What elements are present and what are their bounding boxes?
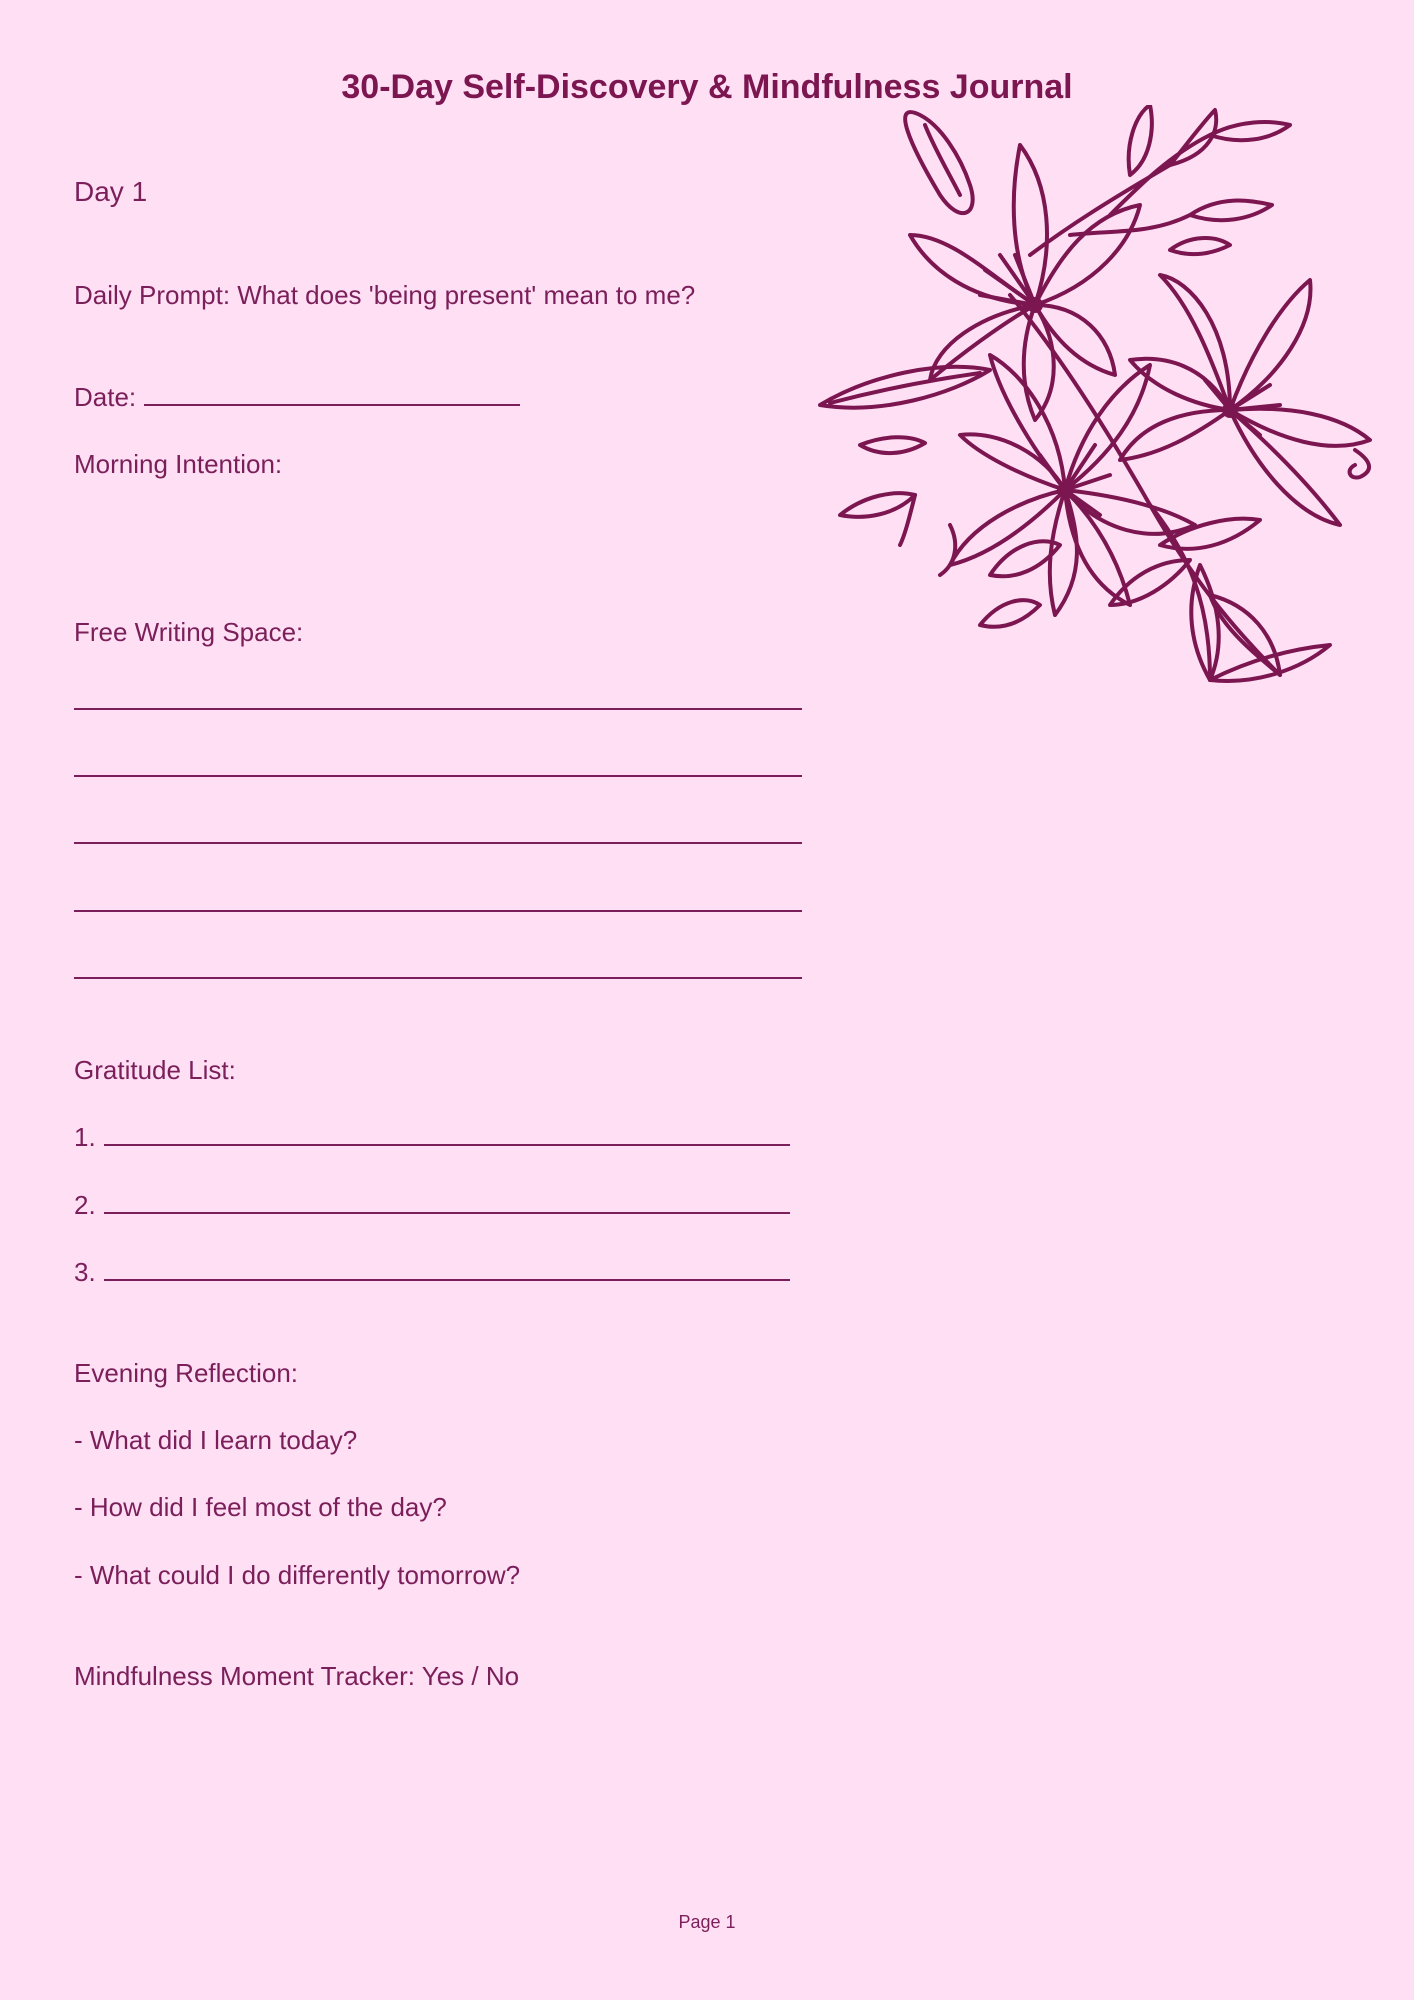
- date-blank-line[interactable]: [144, 382, 520, 406]
- gratitude-blank-line[interactable]: [104, 1190, 790, 1214]
- gratitude-number: 2.: [74, 1190, 96, 1220]
- petal: [1230, 410, 1340, 525]
- petal: [1065, 490, 1130, 605]
- writing-line[interactable]: [74, 708, 802, 710]
- bud: [1210, 122, 1290, 140]
- gratitude-item[interactable]: [74, 1257, 790, 1288]
- writing-line[interactable]: [74, 842, 802, 844]
- bud: [905, 112, 973, 213]
- gratitude-item[interactable]: [74, 1122, 790, 1153]
- writing-line[interactable]: [74, 910, 802, 912]
- gratitude-label: Gratitude List:: [74, 1055, 236, 1085]
- gratitude-number: 1.: [74, 1122, 96, 1152]
- day-heading: Day 1: [74, 176, 148, 207]
- date-field[interactable]: [74, 382, 520, 413]
- petal: [960, 434, 1065, 490]
- evening-reflection-label: Evening Reflection:: [74, 1358, 299, 1388]
- stem: [940, 525, 955, 575]
- petal: [1230, 280, 1310, 410]
- mindfulness-tracker: Mindfulness Moment Tracker: Yes / No: [74, 1661, 520, 1691]
- reflection-question: - What could I do differently tomorrow?: [74, 1560, 521, 1590]
- petal: [1035, 205, 1140, 305]
- reflection-question: - What did I learn today?: [74, 1425, 358, 1455]
- daily-prompt: Daily Prompt: What does 'being present' mean to me?: [74, 280, 696, 310]
- gratitude-number: 3.: [74, 1257, 96, 1287]
- gratitude-blank-line[interactable]: [104, 1257, 790, 1281]
- leaf: [1170, 238, 1230, 254]
- bud: [1190, 201, 1272, 221]
- gratitude-blank-line[interactable]: [104, 1122, 790, 1146]
- bud: [860, 437, 925, 453]
- stem: [1110, 135, 1210, 215]
- writing-line[interactable]: [74, 977, 802, 979]
- date-label: Date:: [74, 382, 137, 412]
- bud: [840, 493, 915, 517]
- morning-intention-label: Morning Intention:: [74, 449, 283, 479]
- bud: [1129, 105, 1152, 175]
- free-writing-label: Free Writing Space:: [74, 617, 304, 647]
- page-number: Page 1: [678, 1912, 736, 1932]
- gratitude-item[interactable]: [74, 1190, 790, 1221]
- reflection-question: - How did I feel most of the day?: [74, 1492, 447, 1522]
- lily-bouquet-illustration: [810, 105, 1390, 785]
- petal-curl: [1350, 450, 1370, 478]
- leaf: [980, 600, 1040, 627]
- stamens: [980, 255, 1035, 305]
- page-title: 30-Day Self-Discovery & Mindfulness Journal: [341, 68, 1073, 106]
- writing-line[interactable]: [74, 775, 802, 777]
- petal: [1120, 410, 1230, 460]
